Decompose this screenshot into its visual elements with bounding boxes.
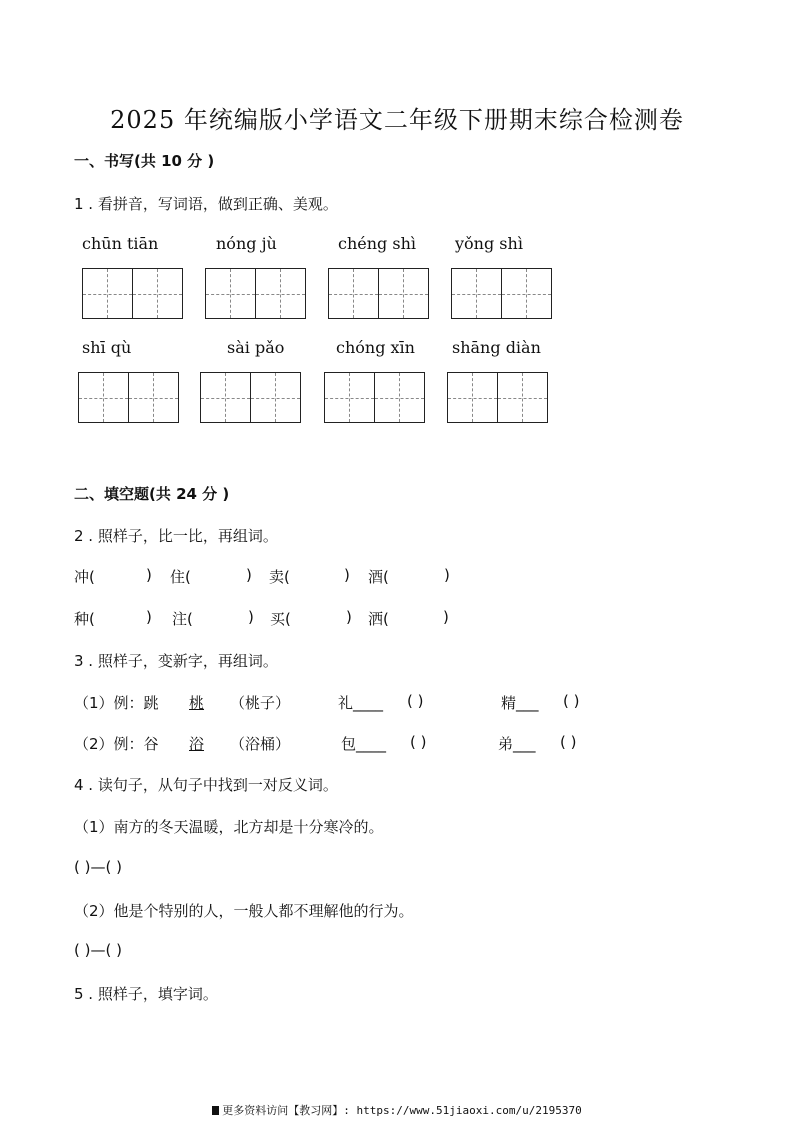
- q3-1-word-blank-1[interactable]: ( ): [407, 692, 424, 710]
- q3-1-char-blank-1[interactable]: 礼____: [338, 694, 384, 712]
- pinyin-label: yǒng shì: [455, 234, 523, 253]
- q3-2-char-blank-2[interactable]: 弟___: [498, 735, 536, 753]
- section1-heading: 一、书写(共 10 分 ): [74, 152, 215, 170]
- writing-grid[interactable]: [200, 372, 301, 423]
- q3-1-char-blank-2[interactable]: 精___: [501, 694, 539, 712]
- writing-grid[interactable]: [324, 372, 425, 423]
- question-5: 5 . 照样子，填字词。: [74, 985, 218, 1003]
- pinyin-label: shī qù: [82, 338, 132, 357]
- q3-2-char-blank-1[interactable]: 包____: [341, 735, 387, 753]
- writing-grid[interactable]: [328, 268, 429, 319]
- q3-1-new-char: 桃: [189, 694, 205, 712]
- q2-paren[interactable]: ): [146, 566, 152, 584]
- q2-paren[interactable]: ): [246, 566, 252, 584]
- pinyin-label: chéng shì: [338, 234, 416, 253]
- pinyin-label: chūn tiān: [82, 234, 159, 253]
- q2-char: 注(: [172, 610, 193, 628]
- q2-char: 冲(: [74, 568, 95, 586]
- q3-2-prefix: （2）例：谷: [74, 735, 159, 753]
- writing-grid[interactable]: [205, 268, 306, 319]
- footer-link[interactable]: [0, 1102, 794, 1118]
- pinyin-label: chóng xīn: [336, 338, 415, 357]
- q2-paren[interactable]: ): [346, 608, 352, 626]
- q3-2-new-char: 浴: [189, 735, 205, 753]
- page-title: 2025 年统编版小学语文二年级下册期末综合检测卷: [110, 106, 684, 134]
- q4-2-sentence: （2）他是个特别的人，一般人都不理解他的行为。: [74, 902, 414, 920]
- q2-paren[interactable]: ): [146, 608, 152, 626]
- q2-paren[interactable]: ): [444, 566, 450, 584]
- writing-grid[interactable]: [447, 372, 548, 423]
- q2-char: 买(: [270, 610, 291, 628]
- q2-char: 住(: [170, 568, 191, 586]
- pinyin-label: shāng diàn: [452, 338, 541, 357]
- q2-paren[interactable]: ): [248, 608, 254, 626]
- q2-char: 卖(: [269, 568, 290, 586]
- q2-paren[interactable]: ): [443, 608, 449, 626]
- writing-grid[interactable]: [82, 268, 183, 319]
- question-4: 4 . 读句子，从句子中找到一对反义词。: [74, 776, 338, 794]
- pinyin-label: sài pǎo: [227, 338, 285, 357]
- q2-char: 洒(: [368, 610, 389, 628]
- section2-heading: 二、填空题(共 24 分 ): [74, 485, 230, 503]
- q4-1-sentence: （1）南方的冬天温暖，北方却是十分寒冷的。: [74, 818, 384, 836]
- q3-1-word-blank-2[interactable]: ( ): [563, 692, 580, 710]
- question-1: 1 . 看拼音，写词语，做到正确、美观。: [74, 195, 338, 213]
- question-2: 2 . 照样子，比一比，再组词。: [74, 527, 278, 545]
- q2-char: 酒(: [368, 568, 389, 586]
- q4-1-answer-blank[interactable]: ( )—( ): [74, 858, 122, 876]
- footer-flag-icon: [212, 1106, 219, 1115]
- q3-2-word-blank-1[interactable]: ( ): [410, 733, 427, 751]
- writing-grid[interactable]: [78, 372, 179, 423]
- q3-2-word: （浴桶）: [230, 735, 291, 753]
- writing-grid[interactable]: [451, 268, 552, 319]
- q2-paren[interactable]: ): [344, 566, 350, 584]
- q3-1-word: （桃子）: [230, 694, 291, 712]
- q2-char: 种(: [74, 610, 95, 628]
- q3-1-prefix: （1）例：跳: [74, 694, 159, 712]
- q3-2-word-blank-2[interactable]: ( ): [560, 733, 577, 751]
- footer-text: 更多资料访问【教习网】: https://www.51jiaoxi.com/u/2195370: [222, 1104, 582, 1117]
- q4-2-answer-blank[interactable]: ( )—( ): [74, 941, 122, 959]
- question-3: 3 . 照样子，变新字，再组词。: [74, 652, 278, 670]
- pinyin-label: nóng jù: [216, 234, 277, 253]
